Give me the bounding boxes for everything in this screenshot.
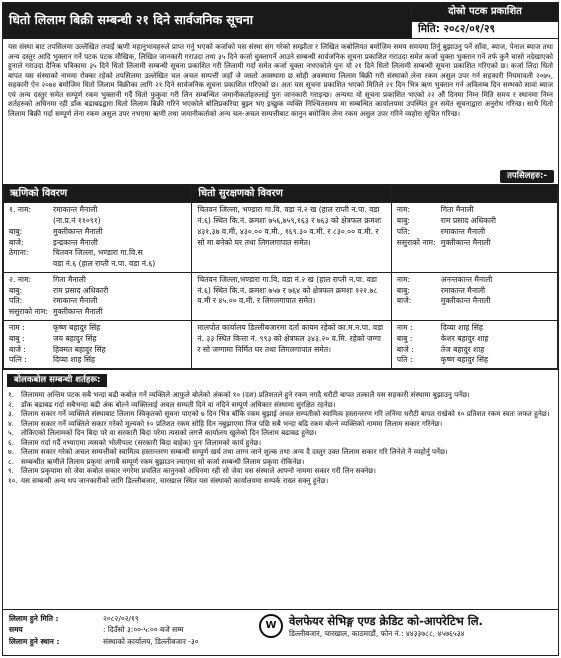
borrower-line bbox=[9, 307, 186, 318]
notice-title: धितो लिलाम बिक्री सम्बन्धी २१ दिने सार्वजनिक सूचना bbox=[3, 3, 411, 38]
guarantor-line bbox=[397, 355, 552, 366]
borrower-line bbox=[9, 248, 186, 259]
borrower-line-label: बाजे: bbox=[9, 237, 24, 247]
borrower-line-label: ससुराको नाम: bbox=[9, 307, 48, 317]
borrower-line bbox=[9, 355, 186, 366]
schedule-tag-row bbox=[3, 170, 558, 184]
table-body bbox=[4, 203, 558, 369]
column-header-borrower: ऋणिको विवरण bbox=[4, 185, 192, 203]
table-row bbox=[4, 272, 558, 320]
term-item bbox=[8, 419, 553, 429]
terms-heading-row bbox=[3, 369, 558, 389]
term-number: ३. bbox=[8, 409, 14, 419]
term-number: १. bbox=[8, 390, 14, 400]
guarantor-line-label: नाम : bbox=[396, 323, 413, 332]
guarantor-line bbox=[397, 216, 552, 227]
publication-label: दोस्रो पटक प्रकाशित bbox=[412, 3, 558, 21]
guarantor-line-value: रमाकान्त मैनाली bbox=[440, 226, 486, 236]
borrower-line-value: चितवन जिल्ला, भण्डारा गा.वि.स bbox=[53, 248, 143, 258]
borrower-line-value: दिव्या शाह सिंह bbox=[53, 355, 96, 365]
table-row bbox=[4, 203, 558, 273]
guarantor-line-value: अनन्तकान्त मैनाली bbox=[440, 274, 493, 284]
term-text: लिलाम गर्दा गर्दै नभ्याएमा त्यसको भोलीपल्ट (सरकारी बिदा बाहेक) पुनः लिलामको कार्य हुनेछ। bbox=[21, 437, 262, 447]
guarantor-line bbox=[397, 227, 552, 238]
term-number: २. bbox=[8, 399, 14, 409]
borrower-line bbox=[9, 216, 186, 227]
borrower-line bbox=[9, 238, 186, 249]
guarantor-line bbox=[397, 238, 552, 249]
term-number: ४. bbox=[8, 418, 14, 428]
collateral-cell: चितवन जिल्ला, भण्डारा गा.वि. वडा नं.२ ख (हाल राप्ती न.पा. वडा नं.६) स्थित कि.नं. क्रमशः ७५६,७५९,१६३ र ७६३ को क्षेत्रफल क्रमशः ४३१.३७ व.मी, ४३०.०० व.मी., १६९.३० व.मी. र ८३०.०० व.मी. र सो मा बनेको घर तथा लिगलगापात समेत। bbox=[192, 203, 391, 273]
term-text: लिलाममा अन्तिम पटक सबै भन्दा बढी कबोल गर्ने व्यक्तिले आफुले बोलेको अंकको १० (दश) प्रतिशतले हुने रकम नगदै धरौटी बापत तत्कालै यस सहकारी संस्थामा बुझाउनु पर्नेछ। bbox=[21, 390, 470, 400]
guarantor-line-value: रमाकान्त मैनाली bbox=[440, 285, 486, 295]
details-table bbox=[3, 184, 558, 369]
guarantor-line-value: तेज बहादुर शाह bbox=[440, 344, 485, 354]
publication-info bbox=[411, 3, 558, 38]
term-text: तोकिएको लिलामको दिन बिदा परे वा सरकारी बिदा परेमा त्यसको लगत्तै कार्यालय खुलेको दिन लिलाम बढाबढ हुनेछ। bbox=[21, 428, 317, 438]
borrower-line-label: २. नाम: bbox=[9, 274, 32, 284]
borrower-line-value: रमाकान्त मैनाली bbox=[53, 205, 98, 215]
guarantor-line-value: मुक्तीकान्त मैनाली bbox=[440, 237, 491, 247]
organization-block bbox=[253, 610, 558, 655]
term-text: सम्बन्धीत ऋणीले लिलाम प्रकृया अगाबै सम्पूर्ण रकम बुझाउन ल्याएमा सो कर्जा सम्बन्धी लिलाम प्रकृया रोकिनेछ। bbox=[21, 456, 305, 466]
borrower-cell bbox=[4, 203, 192, 273]
term-item bbox=[8, 409, 553, 419]
term-number: ८. bbox=[8, 456, 14, 466]
term-item bbox=[8, 466, 553, 476]
term-number: ९. bbox=[8, 466, 14, 476]
borrower-line-label: बाबु: bbox=[9, 226, 23, 236]
organization-address: डिल्लीबजार, चारखाल, काठमाडौं, फोन नं.: ४४३३७८८, ४५७६५३४ bbox=[289, 629, 465, 639]
guarantor-line-value: मुक्तीकान्त मैनाली bbox=[440, 296, 491, 306]
borrower-line-label: बाजे : bbox=[9, 344, 26, 354]
auction-date-value: २०८२/०२/१९ bbox=[103, 614, 139, 623]
column-header-collateral: धितो सुरक्षणको विवरण bbox=[192, 185, 391, 203]
borrower-line-value: रमाकान्त मैनाली bbox=[53, 296, 98, 306]
publication-date: मिति: २०८२/०१/२९ bbox=[412, 21, 558, 38]
auction-date-label: लिलाम हुने मिति : bbox=[9, 614, 59, 623]
auction-time-row bbox=[9, 624, 247, 635]
borrower-line bbox=[9, 275, 186, 286]
guarantor-line-value: गिता मैनाली bbox=[440, 205, 474, 215]
borrower-line-value: गिता मैनाली bbox=[53, 274, 86, 284]
guarantor-line bbox=[397, 205, 552, 216]
guarantor-line-label: बाबु : bbox=[396, 333, 413, 343]
guarantor-line-value: केशर बहादुर शाह bbox=[440, 333, 489, 343]
borrower-line bbox=[9, 259, 186, 270]
guarantor-cell bbox=[391, 272, 557, 320]
borrower-line bbox=[9, 205, 186, 216]
borrower-cell bbox=[4, 321, 192, 369]
borrower-line-value: (ना.प्र.नं ११०९१) bbox=[53, 215, 101, 225]
borrower-line-value: इन्द्रकान्त मैनाली bbox=[53, 237, 98, 247]
guarantor-line bbox=[397, 334, 552, 345]
borrower-line-value: कृष्ण बहादुर सिंह bbox=[53, 323, 101, 332]
auction-date-row bbox=[9, 613, 247, 624]
term-number: ७. bbox=[8, 447, 14, 457]
borrower-line bbox=[9, 227, 186, 238]
table-header-row bbox=[4, 185, 558, 203]
table-row bbox=[4, 321, 558, 369]
borrower-line-value: मुक्तीकान्त मैनाली bbox=[53, 226, 103, 236]
terms-list bbox=[3, 389, 558, 487]
term-item bbox=[8, 438, 553, 448]
terms-heading: बोलकबोल सम्बन्धी शर्तहरू: bbox=[7, 374, 107, 387]
auction-time-label: समय bbox=[9, 625, 23, 635]
term-item bbox=[8, 447, 553, 457]
term-item bbox=[8, 390, 553, 400]
guarantor-line-label: पति: bbox=[396, 226, 410, 236]
term-item bbox=[8, 476, 553, 486]
guarantor-line bbox=[397, 296, 552, 307]
guarantor-line-value: राम प्रसाद अधिकारी bbox=[440, 215, 497, 225]
guarantor-line bbox=[397, 345, 552, 356]
borrower-line-value: राम प्रसाद अधिकारी bbox=[53, 285, 109, 295]
term-number: १०. bbox=[8, 475, 18, 485]
guarantor-line-label: बाजे: bbox=[396, 296, 412, 306]
borrower-line-value: मुक्तीकान्त मैनाली bbox=[53, 307, 103, 317]
term-number: ६. bbox=[8, 437, 14, 447]
auction-place-row bbox=[9, 636, 247, 647]
column-header-guarantor bbox=[391, 185, 557, 203]
guarantor-line-label: नाम: bbox=[396, 274, 411, 284]
guarantor-line-label: नाम: bbox=[396, 205, 411, 215]
guarantor-line-label: पति : bbox=[396, 355, 413, 365]
borrower-line-label: नाम : bbox=[9, 323, 25, 332]
borrower-line-value: वडा नं.६ (हाल राप्ती न.पा. वडा नं.६) bbox=[53, 259, 156, 269]
notice-page bbox=[2, 2, 559, 656]
borrower-line bbox=[9, 286, 186, 297]
term-item bbox=[8, 400, 553, 410]
auction-schedule bbox=[3, 610, 253, 655]
term-item bbox=[8, 457, 553, 467]
guarantor-line-value: कृष्ण बहादुर सिंह bbox=[440, 355, 488, 365]
borrower-line bbox=[9, 296, 186, 307]
collateral-cell: चितवन जिल्ला,भण्डारा गा.वि. वडा नं.२ ख (हाल राप्ती न.पा. वडा नं.६) स्थित कि.नं. क्रमशः ७५७ र ७६४ को क्षेत्रफल क्रमशः १२२.७८ व.मी र ४५.०० व.मी. र लिगलगापात समेत। bbox=[192, 272, 391, 320]
borrower-line-label: पति: bbox=[9, 296, 23, 306]
term-number: ५. bbox=[8, 428, 14, 438]
term-text: लिलाम सकार गर्ने व्यक्तिले सकार गरेको मूल्यको १० प्रतिशत रकम सोहि दिन नबुझाएमा निज पछि सबै भन्दा बढि रकम बोल्ने व्यक्तिको नाममा लिलाम सकार गरिनेछ। bbox=[21, 418, 443, 428]
guarantor-cell bbox=[391, 321, 557, 369]
borrower-line-label: बाबु: bbox=[9, 285, 23, 295]
term-text: लिलाम सकार गर्ने व्यक्तिले संस्थाबाट लिलाम स्विकृतको सूचना पाएको ७ दिन भित्र बाँकि रकम बुझाई अचल सम्पतीको स्वामित्व हस्तान्तरण गरि लनिमा धरौटी बापत राखेको १० प्रतिशत रकम स्वतः जफत हुनेछ। bbox=[21, 409, 550, 419]
guarantor-line-label: बाजे : bbox=[396, 344, 414, 354]
borrower-line-label bbox=[9, 216, 53, 227]
notice-header bbox=[3, 3, 558, 39]
schedule-label: तपसिलहरु:- bbox=[500, 170, 554, 183]
borrower-line-label: ठेगाना: bbox=[9, 248, 29, 258]
guarantor-line bbox=[397, 286, 552, 297]
guarantor-cell bbox=[391, 203, 557, 273]
notice-footer bbox=[3, 609, 558, 655]
organization-logo: W bbox=[259, 614, 283, 638]
term-text: डाँक बढाबढ गर्दा सबैभन्दा बढी अंक बोल्ने व्यक्तिलाई अचल सम्पती दिने वा नदिने सम्पूर्ण अधिकार संस्थामा सुरक्षित रहनेछ। bbox=[21, 399, 336, 409]
auction-place-label: लिलाम हुने स्थान : bbox=[9, 636, 60, 646]
guarantor-line-label: बाबु: bbox=[396, 215, 410, 225]
borrower-line bbox=[9, 323, 186, 334]
borrower-line-label: १. नाम: bbox=[9, 205, 32, 215]
guarantor-line bbox=[397, 323, 552, 334]
borrower-line bbox=[9, 334, 186, 345]
term-item bbox=[8, 428, 553, 438]
guarantor-line-label: बाबु: bbox=[396, 285, 410, 295]
auction-time-value: : दिउँसो ३:००-५:०० बजे सम्म bbox=[103, 625, 184, 635]
borrower-line-value: हिक्मत बहादुर सिंह bbox=[53, 344, 106, 354]
borrower-line-label: बाबु : bbox=[9, 333, 25, 343]
organization-name: वेलफेयर सेभिङ्ग एण्ड क्रेडिट को-आपरेटिभ लि. bbox=[289, 614, 483, 628]
guarantor-line bbox=[397, 275, 552, 286]
guarantor-line-value: दिव्या शाह सिंह bbox=[440, 323, 483, 332]
organization-text bbox=[289, 614, 483, 639]
intro-paragraph: यस संस्था बाट तपसिलमा उल्लेखित तपाईं ऋणी महानुभावहरुले प्राप्त गर्नु भएको कर्जाको यस संस्था संग गरेको सम्झौता र लिखित कबोलियत बमोजिम समय समयमा तिर्नु बुझाउनु पर्ने साँवा, ब्याज, पेनाल ब्याज तथा अन्य दस्तुर आदि भुक्तान गर्ने पटक पटक मौखिक, लिखित जानकारी गराउदा तथा ३५ दिने कर्जा चुक्तागर्ने आउने सम्बन्धी सार्वजनिक सूचना प्रकाशित गराउदा समेत कर्जा चुक्ता भुक्तान गर्ने तर्फ कुनै चासो नदेखाएको हुनाले गराउदा दैनिक पत्रिकामा ३५ दिने धितो लिलामी सम्बन्धी सूचना प्रकाशित गरी लिलामी गर्दा समेत कर्जा चुक्ता नभएकोले पुनः यो २१ दिने धितो लिलामी सम्बन्धी सूचना प्रकाशित गरिएको छ। कर्जा लिदा धितो बापत यस संस्थाको नाममा रोक्का रहेको तपसिलमा उल्लेखित चल अचल सम्पत्ती जहाँ जे जस्तो अवस्थामा छ सोही अवस्थामा लिलाम बिक्री गरी संस्थाको लेना रकम असुल उपर गर्न सहकारी नियमावली २०७५, सहकारी ऐन २०७४ बमोजिम धितो लिलाम बिक्रीका लागि २१ दिने सार्वजनिक सूचना प्रकाशित गरिएको छ। अतः यस सूचना प्रकाशित भएको मितिले २१ दिन भित्र ऋण भुक्तान गर्न अविलम्ब दिन सम्भको सावां ब्याज एवं अन्य दस्तुर समेत सम्पूर्ण रकम भुक्तानी गर्दै धितो फुकुवा गरी लिन सम्बन्धित जमानीकर्ताहरुलाई पुनः जानकारी गराइन्छ। अन्यथा यो सूचना प्रकाशित भएको २२ औं दिनमा निम्न मिति समय र स्थानमा निम्न शर्तहरुको अधिनमा रही डाँक बढाबढद्वारा धितो लिलाम बिक्री गरिने भएकोले बोलिप्रकरिया बुझ्न भए इच्छुक व्यक्ति निश्चितसमय मा सम्बन्धित कार्यालयमा उपस्थित हुन समेत सूचनाद्वारा अनुरोध गरिन्छ। साथै धितो लिलाम बिक्री गर्दा सम्पूर्ण लेना रकम असुल उपर नभएमा ऋणी तथा जमानीकर्ताको अन्य चल-अचल सम्पत्तीबाट कानुन बमोजिम लेना रकम असुल उपर गरिने व्यहोरा सूचित गरिन्छ। bbox=[8, 42, 553, 118]
borrower-line-label bbox=[9, 259, 53, 270]
guarantor-line-label: ससुराको नाम: bbox=[396, 237, 436, 247]
borrower-cell bbox=[4, 272, 192, 320]
term-text: यस सम्बन्धी अन्य थप जानकारीको लागि डिल्लीबजार, चारखाल स्थित यस संस्थाको कार्यालयमा सम्पर्क राख्न सक्नु हुनेछ। bbox=[21, 475, 329, 485]
borrower-line-value: जय बहादुर सिंह bbox=[53, 333, 97, 343]
collateral-cell: मालपोत कार्यालय डिल्लीबजारमा दर्ता कायम रहेको का.म.न.पा. वडा नं. ३३ स्थित कित्ता नं. ९९३ को क्षेत्रफल ३४३.२० व.मि. रहेको जग्गा र सो जग्गामा निर्मित घर तथा लिगलगापात समेत। bbox=[192, 321, 391, 369]
term-text: लिलाम सकार गरेको अचल सम्पत्तीको स्वामित्व हस्तान्तरण सम्बन्धी सम्पूर्ण खर्च तथा लाग्न जाने शुल्क तथा अन्य दै दस्तुर उक्त लिलाम सकार गरि लिनेले नै व्यहोर्नु पर्नेछ। bbox=[21, 447, 448, 457]
term-text: लिलाम प्रकृयामा सो जेवा कबोल सकार नगरेमा प्रचलित कानुनको अधिनमा रही सो जेवा यस संस्थाले आफ्नो नाममा सकार गरी लिन सक्नेछ। bbox=[21, 466, 376, 476]
borrower-line-label: पत्नि : bbox=[9, 355, 27, 365]
borrower-line bbox=[9, 345, 186, 356]
auction-place-value: संस्थाको कार्यालय, डिल्लीबजार -३० bbox=[103, 636, 199, 646]
